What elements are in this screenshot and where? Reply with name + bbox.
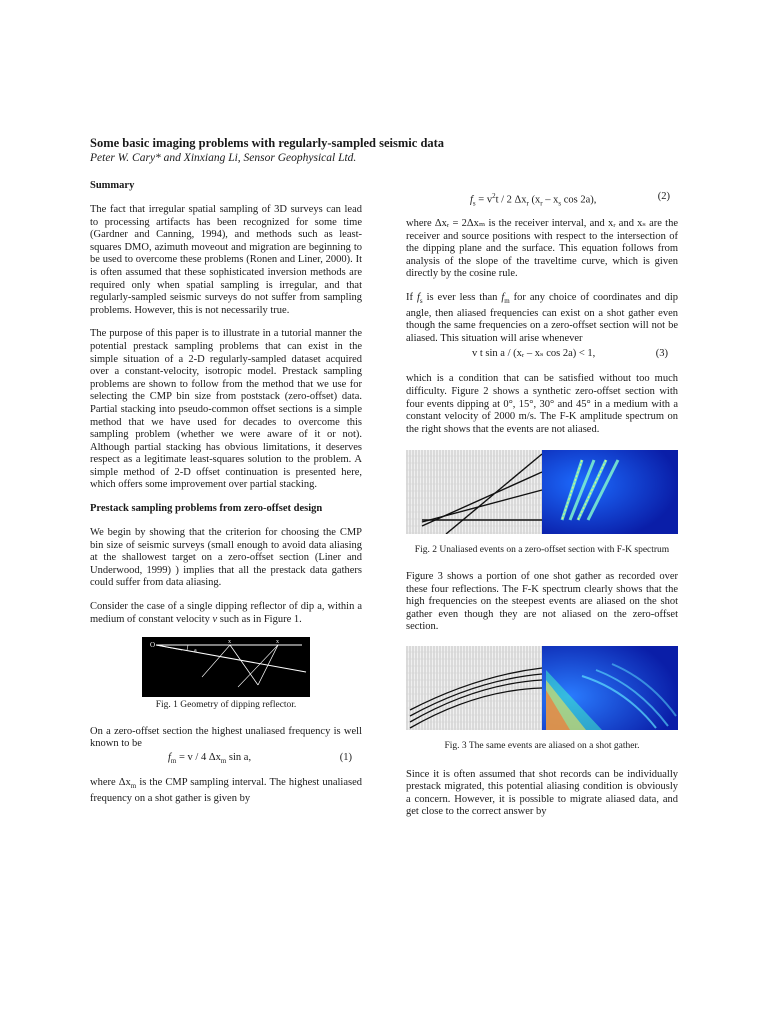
right-paragraph-2: If $f_s$ is ever less than $f_m$ for any choice of coordinates and dip angle, then aliased frequencies can exist on a shot gather even though the same frequencies on a zero-offset section will not be aliased. This situation will arise whenever [406, 291, 678, 344]
equation-2: $f_s = v^2t / 2$ $\Delta x_r$ ($x_r - x_s$ cos 2a), (2) [470, 191, 670, 208]
figure-1 [142, 637, 362, 697]
right-column [406, 190, 678, 830]
equation-3: v t sin a / (xᵣ – xₛ cos 2a) < 1, (3) [472, 348, 668, 360]
equation-3-number: (3) [655, 348, 668, 360]
prestack-paragraph-1: We begin by showing that the criterion for choosing the CMP bin size of seismic surveys (small enough to avoid data aliasing at the shallowest target on a zero-offset section (Liner and Underwood, 1999) ) implies that all the prestack data gathers could suffer from data aliasing. [90, 527, 362, 589]
summary-paragraph-1: The fact that irregular spatial sampling of 3D surveys can lead to processing artifacts has been recognized for some time (Gardner and Canning, 1994), and methods such as least-squares DMO, azimuth moveout and migration are beginning to be used to overcome these problems (Ronen and Liner, 2000). It is often assumed that these sophisticated inversion methods are required only when spatial sampling is irregular, and that regularly-sampled seismic surveys do not suffer from sampling problems. However, this is not necessarily true. [90, 204, 362, 316]
fig1-label-a: a [194, 648, 197, 655]
right-paragraph-4: Figure 3 shows a portion of one shot gather as recorded over these four reflections. The F-K spectrum clearly shows that the high frequencies on the steepest events are aliased on the shot gather even though they are not aliased on the zero-offset section. [406, 571, 678, 633]
paper-title: Some basic imaging problems with regularly-sampled seismic data [90, 136, 445, 150]
summary-paragraph-2: The purpose of this paper is to illustrate in a tutorial manner the potential prestack sampling problems that can exist in the simple situation of a 2-D regularly-sampled dataset acquired over a constant-velocity, isotropic model. Prestack sampling problems are shown to follow from the method that we use for selecting the CMP bin size from poststack (zero-offset) data. Partial stacking into pseudo-common offset sections is a simple method that we have used for decades to overcome this sampling problem (whether we were aware of it or not). Although partial stacking has obvious limitations, it deserves respect as a legitimate least-squares solution to the problem. A simple method of 2-D offset continuation is presented here, which offers some improvement over partial stacking. [90, 328, 362, 491]
figure-3 [406, 646, 678, 730]
right-paragraph-5: Since it is often assumed that shot records can be individually prestack migrated, this potential aliasing condition is obviously a concern. However, it is possible to migrate aliased data, and get close to the correct answer by [406, 768, 678, 818]
equation-1: $f_m = v / 4$ $\Delta x_m$ sin a, (1) [168, 752, 352, 766]
equation-1-number: (1) [339, 752, 352, 763]
equation-2-number: (2) [657, 191, 670, 202]
right-paragraph-1: where Δxᵣ = 2Δxₘ is the receiver interval, and xᵣ and xₛ are the receiver and source positions with respect to the intersection of the dipping plane and the surface. This equation follows from analysis of the slope of the traveltime curve, which is given directly by the cosine rule. [406, 218, 678, 280]
prestack-paragraph-4: where $\Delta x_m$ is the CMP sampling interval. The highest unaliased frequency on a shot gather is given by [90, 777, 362, 804]
zero-offset-section-fk-spectrum [406, 450, 678, 534]
figure-2 [406, 450, 678, 534]
shot-gather-fk-spectrum [406, 646, 678, 730]
prestack-heading: Prestack sampling problems from zero-offset design [90, 503, 323, 515]
right-paragraph-3: which is a condition that can be satisfied without too much difficulty. Figure 2 shows a synthetic zero-offset section with four events dipping at 0°, 15°, 30° and 45° in a medium with a constant velocity of 2000 m/s. The F-K amplitude spectrum on the right shows that the events are not aliased. [406, 373, 678, 435]
fig1-label-x1: x [228, 639, 231, 646]
figure-1-caption: Fig. 1 Geometry of dipping reflector. [155, 700, 297, 711]
author-line: Peter W. Cary* and Xinxiang Li, Sensor Geophysical Ltd. [90, 152, 357, 164]
figure-2-caption: Fig. 2 Unaliased events on a zero-offset section with F-K spectrum [414, 545, 670, 556]
prestack-paragraph-2: Consider the case of a single dipping reflector of dip a, within a medium of constant velocity v such as in Figure 1. [90, 601, 362, 625]
figure-3-caption: Fig. 3 The same events are aliased on a shot gather. [444, 740, 640, 751]
fig1-label-o: O [150, 641, 156, 650]
dipping-reflector-diagram [142, 637, 310, 697]
left-column [90, 180, 362, 816]
prestack-paragraph-3: On a zero-offset section the highest unaliased frequency is well known to be [90, 725, 362, 750]
fig1-label-x2: x [276, 639, 279, 646]
summary-heading: Summary [90, 180, 135, 191]
